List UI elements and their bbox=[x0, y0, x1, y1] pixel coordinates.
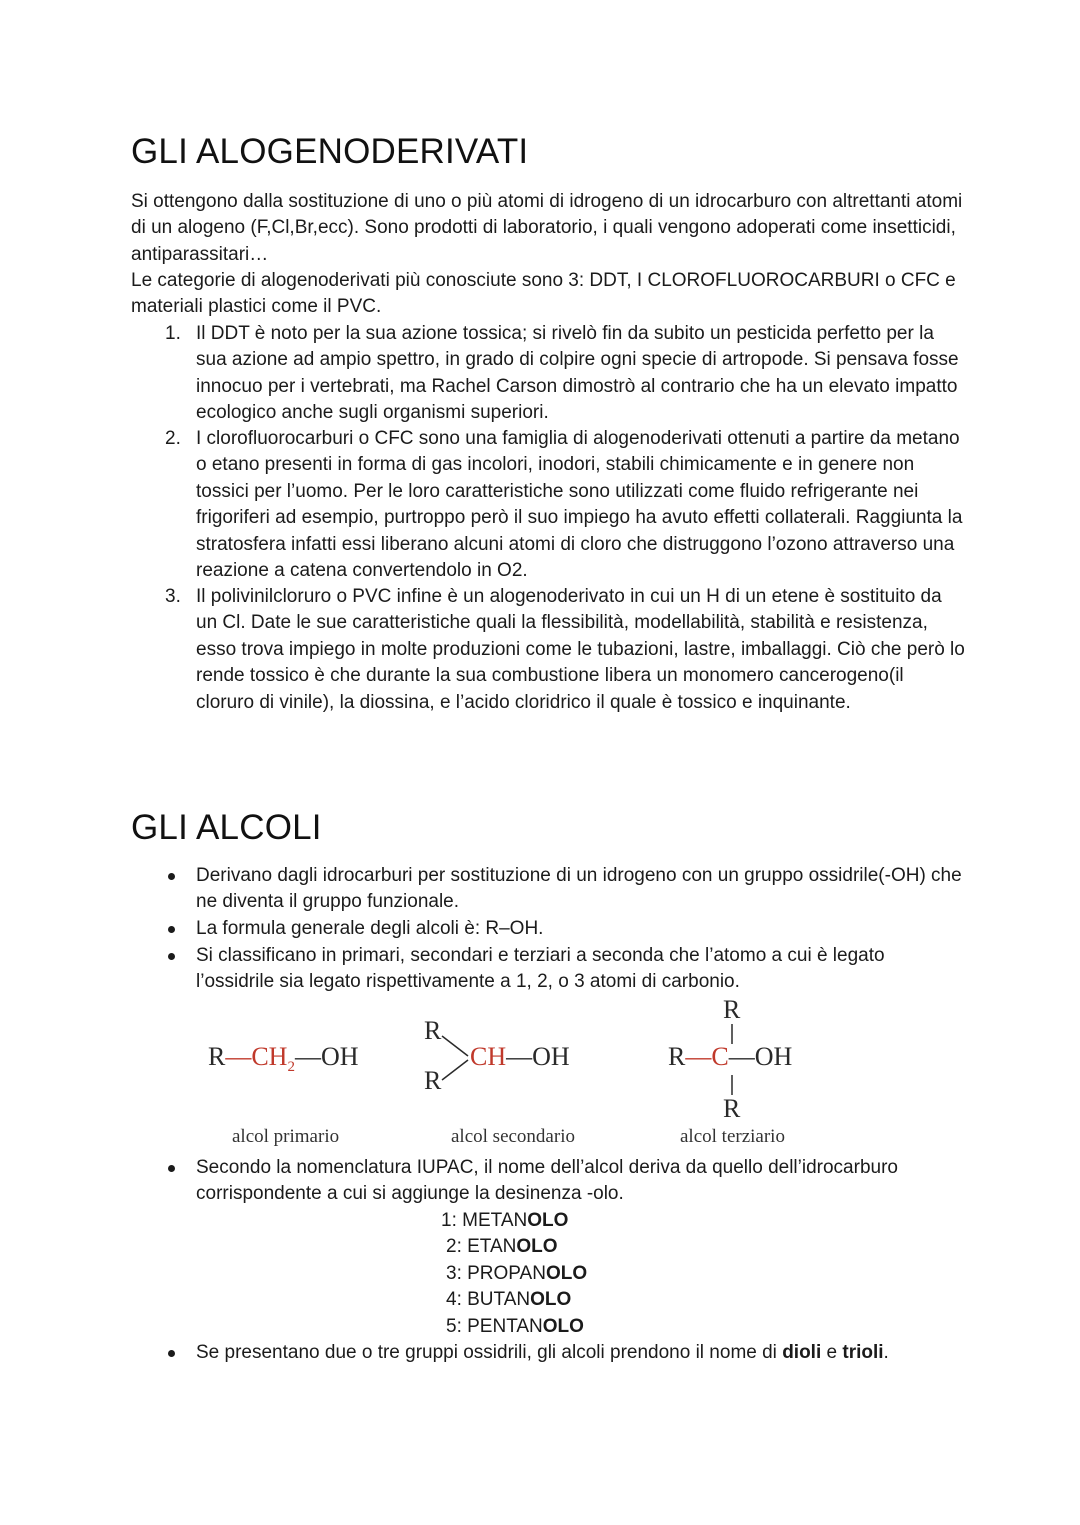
name-prefix: 1: METAN bbox=[441, 1210, 528, 1231]
formula-caption: alcol primario bbox=[232, 1126, 340, 1147]
list-text: I clorofluorocarburi o CFC sono una famiglia di alogenoderivati ottenuti a partire da metano o etano presenti in forma di gas incolori, inodori, stabili chimicamente e in genere non tossici per l’uomo. Per le loro caratteristiche sono utilizzati come fluido refrigerante nei frigoriferi ad esempio, purtroppo però il suo impiego ha avuto effetti collaterali. Raggiunta la stratosfera infatti essi liberano alcuni atomi di cloro che distruggono l’ozono attraverso una reazione a catena convertendolo in O2. bbox=[196, 428, 963, 582]
bullet-icon bbox=[168, 1350, 175, 1357]
oh-group: OH bbox=[754, 1042, 793, 1071]
list-text: Il polivinilcloruro o PVC infine è un alogenoderivato in cui un H di un etene è sostituito da un Cl. Date le sue caratteristiche quali la flessibilità, modellabilità, stabilità e resistenza, esso trova impiego in molte produzioni come le tubazioni, lastre, imballaggi. Ciò che però lo rende tossico è che durante la sua combustione libera un monomero cancerogeno(il cloruro di vinile), la diossina, e l’acido cloridrico il quale è tossico e inquinante. bbox=[196, 586, 965, 713]
bold-term: dioli bbox=[782, 1342, 822, 1363]
name-prefix: 5: PENTAN bbox=[446, 1316, 543, 1337]
bullet-icon bbox=[168, 926, 175, 933]
name-suffix: OLO bbox=[527, 1210, 569, 1231]
list-item bbox=[446, 1314, 584, 1340]
text-run: . bbox=[883, 1342, 889, 1363]
name-prefix: 3: PROPAN bbox=[446, 1263, 546, 1284]
bullet-icon bbox=[168, 1165, 175, 1172]
bond-line bbox=[730, 1024, 734, 1044]
r-group: R bbox=[723, 1094, 741, 1123]
bullet-text: Derivano dagli idrocarburi per sostituzione di un idrogeno con un gruppo ossidrile(-OH) che ne diventa il gruppo funzionale. bbox=[196, 865, 962, 913]
r-group: R bbox=[424, 1016, 442, 1045]
oh-group: OH bbox=[532, 1042, 570, 1071]
name-suffix: OLO bbox=[545, 1263, 588, 1284]
list-item bbox=[446, 1261, 587, 1287]
list-text: Il DDT è noto per la sua azione tossica; si rivelò fin da subito un pesticida perfetto per la sua azione ad ampio spettro, in grado di colpire ogni specie di artropode. Si pensava fosse innocuo per i vertebrati, ma Rachel Carson dimostrò al contrario che ha un elevato impatto ecologico anche sugli organismi superiori. bbox=[196, 323, 959, 424]
bond: — bbox=[294, 1042, 321, 1071]
ch-group: CH bbox=[470, 1042, 507, 1071]
list-item bbox=[441, 1208, 568, 1234]
section-title-alcoli: GLI ALCOLI bbox=[131, 808, 322, 847]
bold-term: trioli bbox=[842, 1342, 884, 1363]
list-item bbox=[446, 1287, 571, 1313]
section-title-alogenoderivati: GLI ALOGENODERIVATI bbox=[131, 132, 529, 171]
name-prefix: 2: ETAN bbox=[446, 1236, 517, 1257]
bullet-text bbox=[196, 1340, 966, 1366]
bond: — bbox=[685, 1042, 712, 1071]
bond: — bbox=[225, 1042, 252, 1071]
r-group: R bbox=[668, 1042, 686, 1071]
r-group: R bbox=[208, 1042, 226, 1071]
bullet-icon bbox=[168, 873, 175, 880]
formula-caption: alcol terziario bbox=[680, 1126, 785, 1147]
r-group: R bbox=[723, 995, 741, 1024]
formula-caption: alcol secondario bbox=[451, 1126, 575, 1147]
bond: — bbox=[728, 1042, 755, 1071]
subscript: 2 bbox=[287, 1059, 295, 1076]
list-number: 1. bbox=[165, 323, 181, 344]
bullet-text: La formula generale degli alcoli è: R–OH. bbox=[196, 918, 544, 939]
bond: — bbox=[506, 1042, 533, 1071]
list-number: 2. bbox=[165, 428, 181, 449]
name-suffix: OLO bbox=[542, 1316, 584, 1337]
bullet-text: Secondo la nomenclatura IUPAC, il nome dell’alcol deriva da quello dell’idrocarburo corrispondente a cui si aggiunge la desinenza -olo. bbox=[196, 1157, 898, 1205]
oh-group: OH bbox=[320, 1042, 359, 1071]
list-item bbox=[446, 1234, 558, 1260]
categories-paragraph: Le categorie di alogenoderivati più conosciute sono 3: DDT, I CLOROFLUOROCARBURI o CFC e materiali plastici come il PVC. bbox=[131, 270, 956, 318]
name-suffix: OLO bbox=[516, 1236, 558, 1257]
bond-line bbox=[730, 1075, 734, 1095]
intro-paragraph: Si ottengono dalla sostituzione di uno o più atomi di idrogeno di un idrocarburo con altrettanti atomi di un alogeno (F,Cl,Br,ecc). Sono prodotti di laboratorio, i quali vengono adoperati come insetticidi, antiparassitari… bbox=[131, 191, 963, 265]
bullet-icon bbox=[168, 953, 175, 960]
name-suffix: OLO bbox=[530, 1289, 572, 1310]
c-atom: C bbox=[711, 1042, 729, 1071]
list-number: 3. bbox=[165, 586, 181, 607]
name-prefix: 4: BUTAN bbox=[446, 1289, 531, 1310]
r-group: R bbox=[424, 1066, 442, 1095]
text-run: e bbox=[821, 1342, 843, 1363]
ch-group: CH bbox=[251, 1042, 288, 1071]
text-run: Se presentano due o tre gruppi ossidrili, gli alcoli prendono il nome di bbox=[196, 1342, 783, 1363]
bullet-text: Si classificano in primari, secondari e terziari a seconda che l’atomo a cui è legato l’ossidrile sia legato rispettivamente a 1, 2, o 3 atomi di carbonio. bbox=[196, 945, 885, 993]
